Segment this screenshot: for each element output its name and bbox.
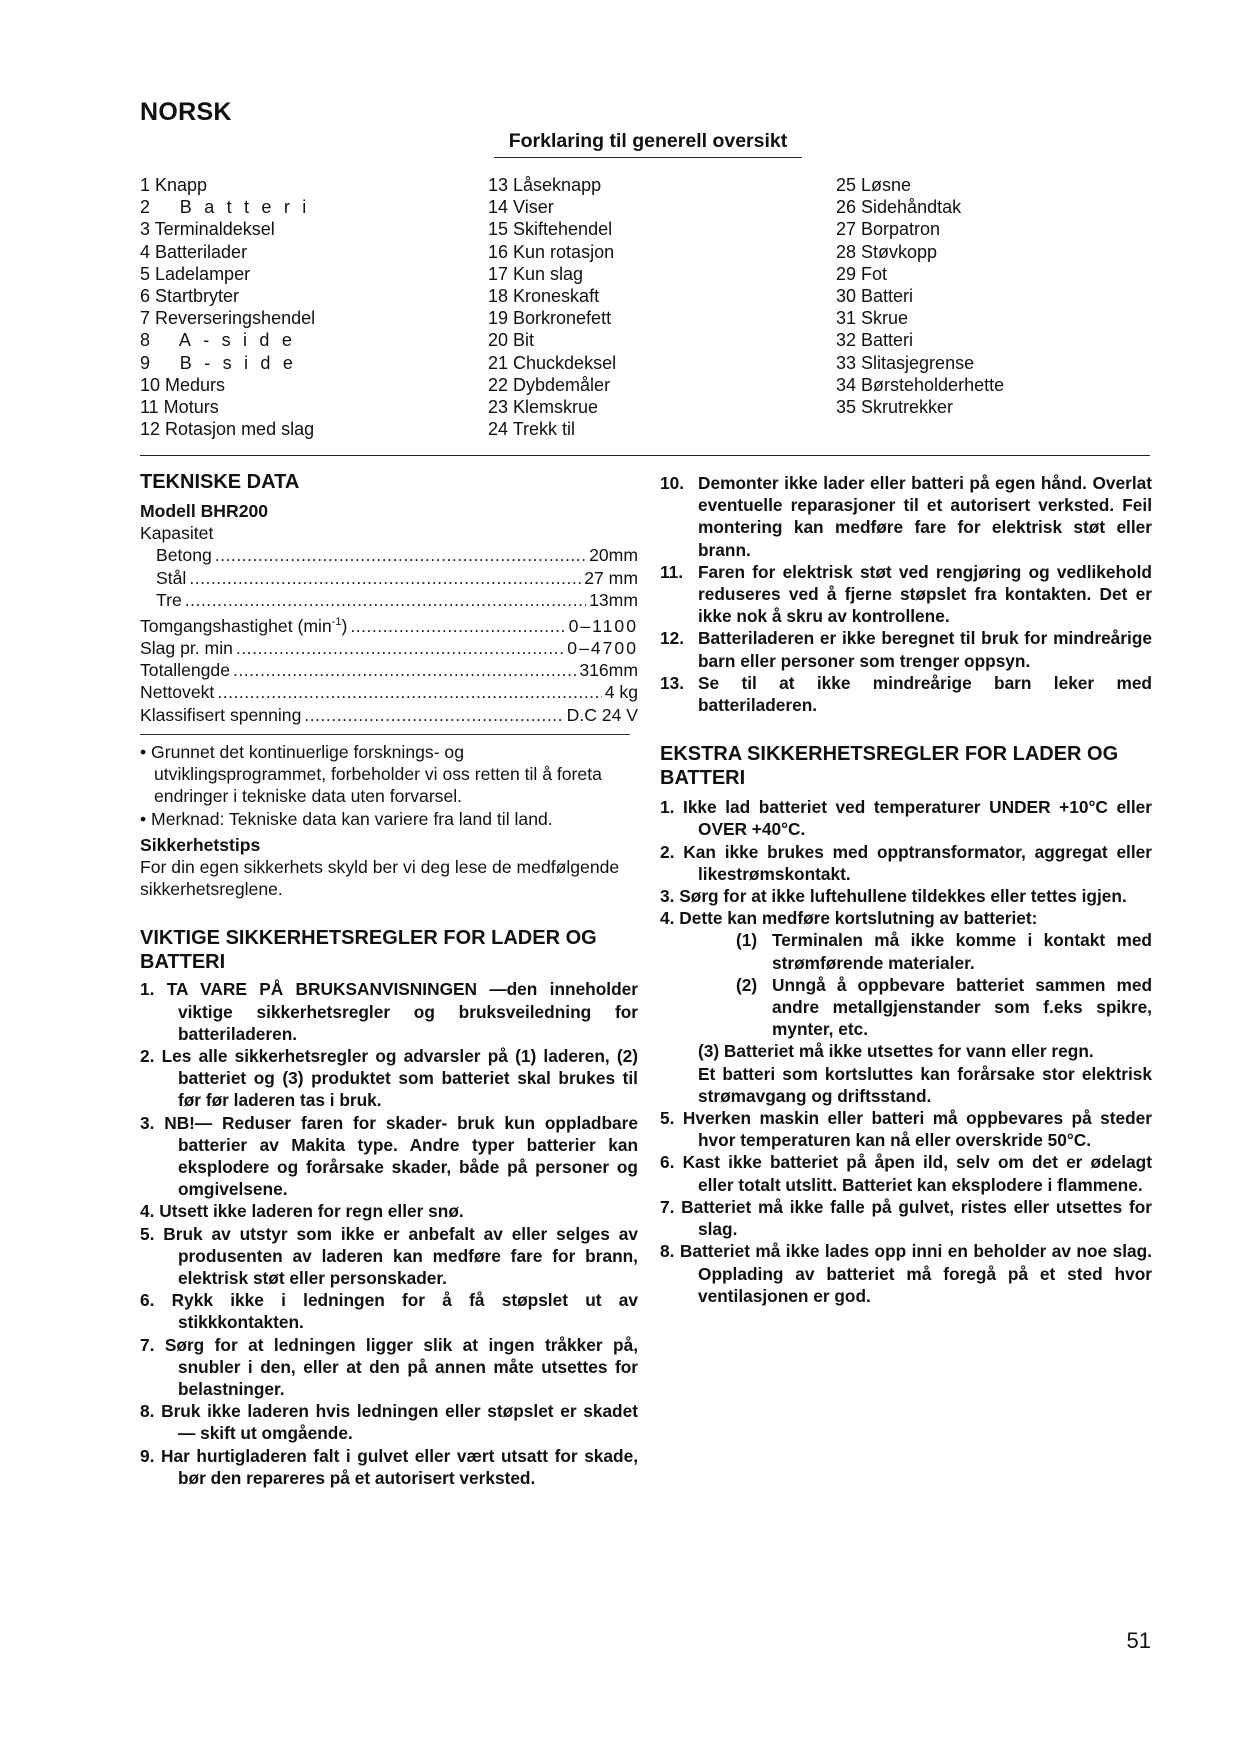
spec-label: Tomgangshastighet $(\min^{-1})$ [140, 615, 348, 636]
spec-label: Klassifisert spenning [140, 704, 302, 725]
leader-dots [189, 567, 581, 589]
leader-dots [304, 704, 563, 726]
spec-row [140, 659, 638, 681]
spec-row [140, 704, 638, 726]
leader-dots [236, 637, 564, 659]
capacity-label: Kapasitet [140, 523, 214, 544]
leader-dots [185, 589, 586, 611]
page-number: 51 [1126, 1628, 1151, 1653]
part-item: 29 Fot [836, 263, 888, 284]
part-item: 14 Viser [488, 197, 554, 218]
part-item: 20 Bit [488, 330, 535, 351]
rule-item: 7. Sørg for at ledningen ligger slik at ingen tråkker på, snubler i den, eller at den på annen måte utsettes for belastninger. [140, 1334, 638, 1399]
rule-item: 2. Kan ikke brukes med opptransformator, aggregat eller likestrømskontakt. [660, 841, 1152, 884]
spec-label: Tre [156, 589, 182, 610]
spec-row [140, 637, 638, 659]
part-item: 27 Borpatron [836, 219, 941, 240]
note: • Grunnet det kontinuerlige forsknings- og utviklingsprogrammet, forbeholder vi oss retten til å foreta endringer i tekniske data uten forvarsel. [140, 741, 602, 807]
part-item: 11 Moturs [140, 397, 219, 418]
part-item: 5 Ladelamper [140, 263, 251, 284]
rule-item: 2. Les alle sikkerhetsregler og advarsler på (1) laderen, (2) batteriet og (3) produktet som batteriet skal brukes til før før laderen tas i bruk. [140, 1045, 638, 1111]
rule-item: 3. Sørg for at ikke luftehullene tildekkes eller tettes igjen. [660, 886, 1127, 907]
part-item: 31 Skrue [836, 308, 909, 329]
important-safety-list [140, 978, 638, 1489]
rule-item: 1. TA VARE PÅ BRUKSANVISNINGEN —den inneholder viktige sikkerhetsregler og bruksveiledning for batteriladeren. [140, 979, 638, 1044]
sub-item-continuation: Et batteri som kortsluttes kan forårsake stor elektrisk strømavgang og driftsstand. [698, 1063, 1152, 1106]
part-item: 9 B-side [140, 352, 306, 373]
language-heading: NORSK [140, 98, 232, 126]
part-item: 19 Borkronefett [488, 308, 612, 329]
extra-safety-list [660, 796, 1152, 1307]
sub-item: (3) Batteriet må ikke utsettes for vann eller regn. [698, 1041, 1094, 1062]
part-item: 12 Rotasjon med slag [140, 419, 315, 440]
rule-item: 11. Faren for elektrisk støt ved rengjøring og vedlikehold reduseres ved å fjerne støpslet fra kontakten. Det er ikke nok å skru av kontrollene. [660, 561, 1152, 627]
part-item: 4 Batterilader [140, 241, 248, 262]
rule-item: 4. Dette kan medføre kortslutning av batteriet: [660, 908, 1038, 929]
part-item: 3 Terminaldeksel [140, 219, 275, 240]
part-item: 35 Skrutrekker [836, 397, 954, 418]
spec-label: Totallengde [140, 660, 230, 681]
part-item: 10 Medurs [140, 374, 226, 395]
parts-list-col1 [140, 174, 319, 440]
part-item: 32 Batteri [836, 330, 914, 351]
spec-value: 27 mm [584, 567, 638, 588]
part-item: 34 Børsteholderhette [836, 374, 1005, 395]
part-item: 21 Chuckdeksel [488, 352, 617, 373]
rule-item: 10. Demonter ikke lader eller batteri på egen hånd. Overlat eventuelle reparasjoner til et autorisert verksted. Feil montering kan medføre fare for elektrisk støt eller brann. [660, 473, 1152, 560]
part-item: 18 Kroneskaft [488, 286, 600, 307]
part-item: 23 Klemskrue [488, 397, 599, 418]
rule-item: 8. Bruk ikke laderen hvis ledningen eller støpslet er skadet — skift ut omgående. [140, 1401, 638, 1444]
tech-data-heading: TEKNISKE DATA [140, 471, 300, 493]
sub-item: (1) Terminalen må ikke komme i kontakt med strømførende materialer. [736, 930, 1152, 973]
sub-list [660, 929, 1152, 1107]
part-item: 26 Sidehåndtak [836, 197, 962, 218]
spec-label: Nettovekt [140, 682, 215, 703]
leader-dots [233, 659, 576, 681]
spec-value: 0–1100 [568, 615, 638, 636]
leader-dots [350, 615, 565, 637]
spec-value: 13mm [589, 589, 638, 610]
part-item: 24 Trekk til [488, 419, 576, 440]
rule-item: 6. Rykk ikke i ledningen for å få støpslet ut av stikkkontakten. [140, 1290, 638, 1333]
part-item: 25 Løsne [836, 175, 912, 195]
rule-item: 5. Bruk av utstyr som ikke er anbefalt av eller selges av produsenten av laderen kan medføre fare for brann, elektrisk støt eller personskader. [140, 1223, 638, 1288]
part-item: 22 Dybdemåler [488, 374, 611, 395]
spec-value: 316mm [579, 660, 638, 681]
rule-item: 3. NB!— Reduser faren for skader- bruk kun oppladbare batterier av Makita type. Andre typer batterier kan eksplodere og forårsake skader, både på personer og omgivelsene. [140, 1112, 638, 1200]
sub-item: (2) Unngå å oppbevare batteriet sammen med andre metallgjenstander som f.eks spikre, mynter, etc. [736, 974, 1152, 1040]
spec-label: Stål [156, 567, 187, 588]
parts-list-col3 [836, 174, 1004, 418]
tips-text: For din egen sikkerhets skyld ber vi deg lese de medfølgende sikkerhetsreglene. [140, 856, 620, 900]
part-item: 15 Skiftehendel [488, 219, 613, 240]
rule-item: 12. Batteriladeren er ikke beregnet til bruk for mindreårige barn eller personer som trenger oppsyn. [660, 628, 1152, 671]
rule-item: 13. Se til at ikke mindreårige barn leker med batteriladeren. [660, 672, 1152, 716]
tips-heading: Sikkerhetstips [140, 834, 261, 855]
part-item: 16 Kun rotasjon [488, 241, 615, 262]
spec-value: D.C 24 V [566, 704, 638, 725]
spec-value: 20mm [589, 545, 638, 566]
rule-item: 1. Ikke lad batteriet ved temperaturer UNDER +10°C eller OVER +40°C. [660, 797, 1152, 840]
rule-item: 7. Batteriet må ikke falle på gulvet, ristes eller utsettes for slag. [660, 1196, 1152, 1240]
spec-value: 4 kg [604, 682, 638, 703]
extra-safety-heading: EKSTRA SIKKERHETSREGLER FOR LADER OG BATTERI [660, 743, 1119, 790]
part-item: 7 Reverseringshendel [140, 308, 316, 329]
right-column [660, 472, 1152, 1307]
rule-item: 8. Batteriet må ikke lades opp inni en beholder av noe slag. Opplading av batteriet må foregå på et sted hvor ventilasjonen er god. [660, 1241, 1152, 1306]
note: • Merknad: Tekniske data kan variere fra land til land. [140, 808, 553, 829]
leader-dots [217, 681, 601, 703]
important-safety-heading: VIKTIGE SIKKERHETSREGLER FOR LADER OG BATTERI [140, 927, 597, 974]
rule-item: 9. Har hurtigladeren falt i gulvet eller vært utsatt for skade, bør den repareres på et autorisert verksted. [140, 1445, 638, 1488]
part-item: 8 A-side [140, 330, 305, 351]
parts-list-col2 [488, 174, 616, 440]
spec-value: 0–4700 [567, 638, 638, 659]
rule-item: 4. Utsett ikke laderen for regn eller snø. [140, 1201, 464, 1222]
overview-title: Forklaring til generell oversikt [494, 130, 802, 158]
rule-item: 5. Hverken maskin eller batteri må oppbevares på steder hvor temperaturen kan nå eller overskride 50°C. [660, 1108, 1152, 1151]
part-item: 33 Slitasjegrense [836, 352, 975, 373]
left-column [140, 470, 638, 1489]
part-item: 28 Støvkopp [836, 241, 938, 262]
spec-label: Betong [156, 545, 212, 566]
part-item: 1 Knapp [140, 175, 208, 195]
spec-divider [140, 734, 630, 735]
model-label: Modell BHR200 [140, 501, 269, 521]
part-item: 13 Låseknapp [488, 175, 602, 195]
spec-row [140, 611, 638, 637]
spec-row [140, 567, 638, 589]
section-divider [140, 455, 1150, 456]
part-item: 17 Kun slag [488, 263, 584, 284]
leader-dots [215, 544, 586, 566]
spec-row [140, 589, 638, 611]
spec-row [140, 681, 638, 703]
part-item: 30 Batteri [836, 286, 914, 307]
rule-item: 6. Kast ikke batteriet på åpen ild, selv om det er ødelagt eller totalt utslitt. Batteriet kan eksplodere i flammene. [660, 1152, 1152, 1195]
spec-row [140, 544, 638, 566]
spec-label: Slag pr. min [140, 638, 233, 659]
part-item: 6 Startbryter [140, 286, 240, 307]
part-item: 2 Batteri [140, 197, 319, 218]
